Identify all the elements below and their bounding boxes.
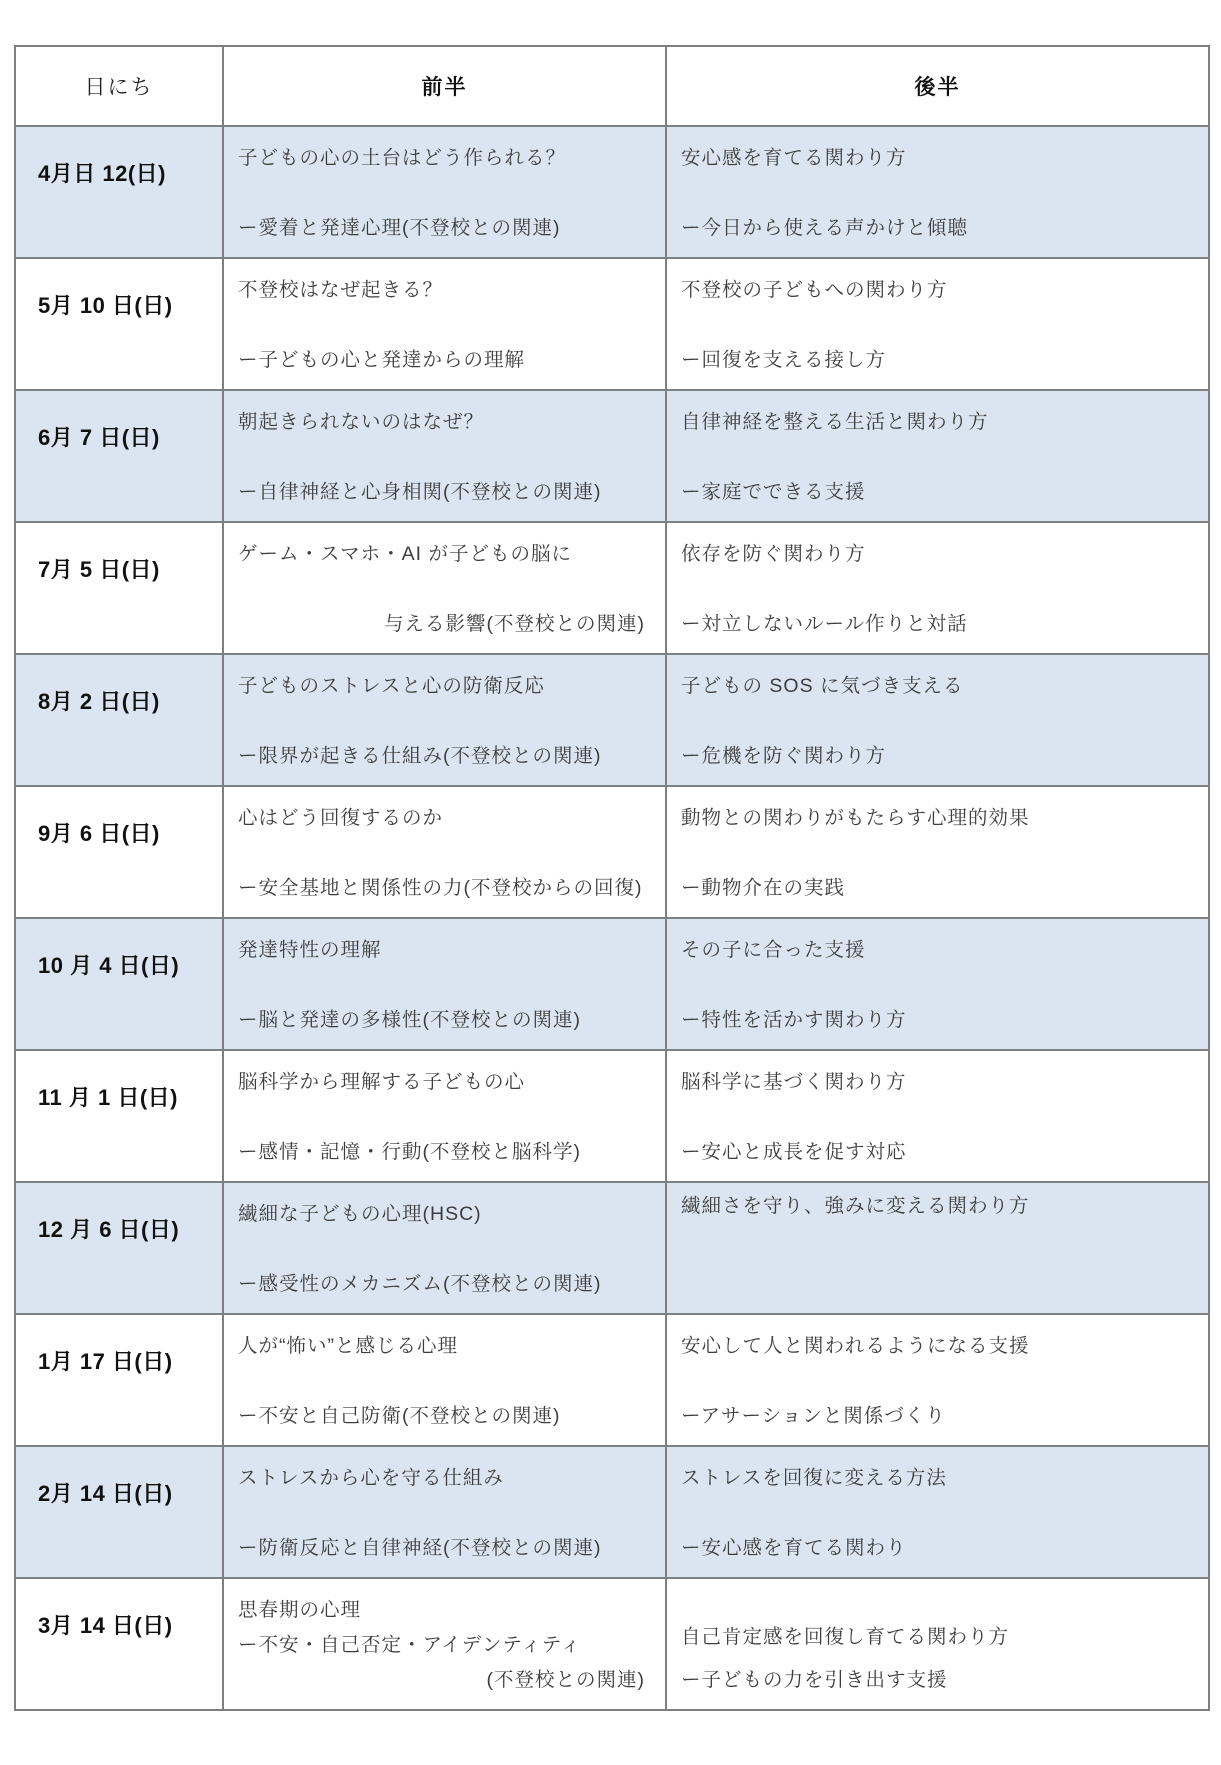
first-half-cell-content xyxy=(224,787,665,917)
date-cell: 2月 14 日(日) xyxy=(15,1446,223,1578)
first-half-cell-content xyxy=(224,127,665,257)
second-half-cell-content xyxy=(667,391,1208,521)
first-half-cell xyxy=(223,126,666,258)
table-row xyxy=(15,1050,1209,1182)
first-half-cell xyxy=(223,1182,666,1314)
table-row xyxy=(15,1182,1209,1314)
first-half-cell xyxy=(223,1314,666,1446)
second-half-cell-content xyxy=(667,1579,1208,1705)
schedule-table xyxy=(14,45,1210,1711)
table-row xyxy=(15,918,1209,1050)
second-half-cell-content xyxy=(667,1315,1208,1445)
first-half-cell xyxy=(223,522,666,654)
cell-line: ーアサーションと関係づくり xyxy=(681,1404,946,1427)
cell-line: ー安心感を育てる関わり xyxy=(681,1536,907,1559)
second-half-cell xyxy=(666,390,1209,522)
second-half-cell-content xyxy=(667,655,1208,785)
second-half-cell xyxy=(666,1050,1209,1182)
cell-line: 安心感を育てる関わり方 xyxy=(681,147,907,169)
table-row xyxy=(15,522,1209,654)
cell-line: 朝起きられないのはなぜ？ xyxy=(238,411,485,433)
first-half-cell-content xyxy=(224,391,665,521)
cell-line: 子どもの SOS に気づき支える xyxy=(681,675,964,697)
first-half-cell xyxy=(223,1578,666,1710)
cell-line: ー自律神経と心身相関(不登校との関連) xyxy=(238,480,602,503)
first-half-cell-content xyxy=(224,655,665,785)
first-half-cell xyxy=(223,918,666,1050)
cell-line: ー家庭でできる支援 xyxy=(681,480,866,503)
cell-line: 発達特性の理解 xyxy=(238,939,382,961)
date-cell: 6月 7 日(日) xyxy=(15,390,223,522)
cell-line: ー防衛反応と自律神経(不登校との関連) xyxy=(238,1536,602,1559)
first-half-cell-content xyxy=(224,919,665,1049)
cell-line: 子どものストレスと心の防衛反応 xyxy=(238,675,545,697)
table-row xyxy=(15,1314,1209,1446)
header-date: 日にち xyxy=(15,46,223,126)
cell-line: 与える影響(不登校との関連) xyxy=(384,612,645,635)
cell-line: ー特性を活かす関わり方 xyxy=(681,1008,907,1031)
first-half-cell xyxy=(223,258,666,390)
cell-line: 脳科学に基づく関わり方 xyxy=(681,1071,907,1093)
cell-line: ー感情・記憶・行動(不登校と脳科学) xyxy=(238,1140,581,1163)
date-cell: 10 月 4 日(日) xyxy=(15,918,223,1050)
first-half-cell-content xyxy=(224,1579,665,1709)
cell-line: ー対立しないルール作りと対話 xyxy=(681,612,968,635)
cell-line: ー脳と発達の多様性(不登校との関連) xyxy=(238,1008,581,1031)
cell-line: ー不安と自己防衛(不登校との関連) xyxy=(238,1404,561,1427)
cell-line: 繊細さを守り、強みに変える関わり方 xyxy=(681,1195,1030,1217)
cell-line: ー不安・自己否定・アイデンティティ xyxy=(238,1633,582,1656)
second-half-cell-content xyxy=(667,1051,1208,1181)
first-half-cell xyxy=(223,390,666,522)
cell-line: 依存を防ぐ関わり方 xyxy=(681,543,866,565)
first-half-cell xyxy=(223,1050,666,1182)
cell-line: ー子どもの力を引き出す支援 xyxy=(681,1668,948,1691)
date-cell: 11 月 1 日(日) xyxy=(15,1050,223,1182)
second-half-cell-content xyxy=(667,259,1208,389)
cell-line: 不登校はなぜ起きる？ xyxy=(238,279,444,301)
cell-line: その子に合った支援 xyxy=(681,939,866,961)
cell-line: 子どもの心の土台はどう作られる？ xyxy=(238,147,567,169)
cell-line: ストレスを回復に変える方法 xyxy=(681,1467,947,1489)
second-half-cell-content xyxy=(667,523,1208,653)
cell-line: ー子どもの心と発達からの理解 xyxy=(238,348,526,371)
first-half-cell-content xyxy=(224,1051,665,1181)
second-half-cell xyxy=(666,126,1209,258)
second-half-cell-content xyxy=(667,1447,1208,1577)
date-cell: 3月 14 日(日) xyxy=(15,1578,223,1710)
table-row xyxy=(15,390,1209,522)
second-half-cell xyxy=(666,1446,1209,1578)
header-second-half: 後半 xyxy=(666,46,1209,126)
table-row xyxy=(15,786,1209,918)
cell-line: 繊細な子どもの心理(HSC) xyxy=(238,1203,482,1225)
first-half-cell-content xyxy=(224,523,665,653)
first-half-cell-content xyxy=(224,1315,665,1445)
second-half-cell xyxy=(666,654,1209,786)
date-cell: 8月 2 日(日) xyxy=(15,654,223,786)
table-row xyxy=(15,654,1209,786)
cell-line: ー今日から使える声かけと傾聴 xyxy=(681,216,969,239)
cell-line: 脳科学から理解する子どもの心 xyxy=(238,1071,526,1093)
cell-line: 安心して人と関われるようになる支援 xyxy=(681,1335,1030,1357)
header-row xyxy=(15,46,1209,126)
cell-line: ー安心と成長を促す対応 xyxy=(681,1140,907,1163)
header-first-half: 前半 xyxy=(223,46,666,126)
date-cell: 5月 10 日(日) xyxy=(15,258,223,390)
table-row xyxy=(15,1578,1209,1710)
cell-line: 自律神経を整える生活と関わり方 xyxy=(681,411,989,433)
cell-line: ー安全基地と関係性の力(不登校からの回復) xyxy=(238,876,643,899)
second-half-cell xyxy=(666,1578,1209,1710)
cell-line: ストレスから心を守る仕組み xyxy=(238,1467,504,1489)
second-half-cell-content xyxy=(667,127,1208,257)
cell-line: 自己肯定感を回復し育てる関わり方 xyxy=(681,1626,1010,1649)
cell-line: 動物との関わりがもたらす心理的効果 xyxy=(681,807,1030,829)
date-cell: 9月 6 日(日) xyxy=(15,786,223,918)
cell-line: ー限界が起きる仕組み(不登校との関連) xyxy=(238,744,602,767)
table-row xyxy=(15,258,1209,390)
second-half-cell xyxy=(666,1314,1209,1446)
first-half-cell xyxy=(223,654,666,786)
date-cell: 4月日 12(日) xyxy=(15,126,223,258)
second-half-cell-content xyxy=(667,1183,1208,1305)
second-half-cell-content xyxy=(667,919,1208,1049)
second-half-cell xyxy=(666,258,1209,390)
table-row xyxy=(15,1446,1209,1578)
first-half-cell xyxy=(223,786,666,918)
cell-line: ー回復を支える接し方 xyxy=(681,348,887,371)
cell-line: ー動物介在の実践 xyxy=(681,876,846,899)
second-half-cell xyxy=(666,918,1209,1050)
cell-line: (不登校との関連) xyxy=(486,1668,645,1691)
first-half-cell-content xyxy=(224,259,665,389)
second-half-cell xyxy=(666,522,1209,654)
cell-line: 不登校の子どもへの関わり方 xyxy=(681,279,948,301)
cell-line: ー危機を防ぐ関わり方 xyxy=(681,744,887,767)
table-header xyxy=(15,46,1209,126)
table-body xyxy=(15,126,1209,1710)
cell-line: 心はどう回復するのか xyxy=(238,807,444,829)
cell-line: 思春期の心理 xyxy=(238,1599,362,1621)
date-cell: 7月 5 日(日) xyxy=(15,522,223,654)
second-half-cell xyxy=(666,786,1209,918)
date-cell: 12 月 6 日(日) xyxy=(15,1182,223,1314)
first-half-cell-content xyxy=(224,1447,665,1577)
second-half-cell xyxy=(666,1182,1209,1314)
schedule-table-container xyxy=(14,45,1208,1711)
first-half-cell xyxy=(223,1446,666,1578)
cell-line: ゲーム・スマホ・AI が子どもの脳に xyxy=(238,543,572,565)
cell-line: ー愛着と発達心理(不登校との関連) xyxy=(238,216,561,239)
cell-line: ー感受性のメカニズム(不登校との関連) xyxy=(238,1272,602,1295)
cell-line: 人が“怖い”と感じる心理 xyxy=(238,1335,458,1357)
date-cell: 1月 17 日(日) xyxy=(15,1314,223,1446)
first-half-cell-content xyxy=(224,1183,665,1313)
second-half-cell-content xyxy=(667,787,1208,917)
table-row xyxy=(15,126,1209,258)
